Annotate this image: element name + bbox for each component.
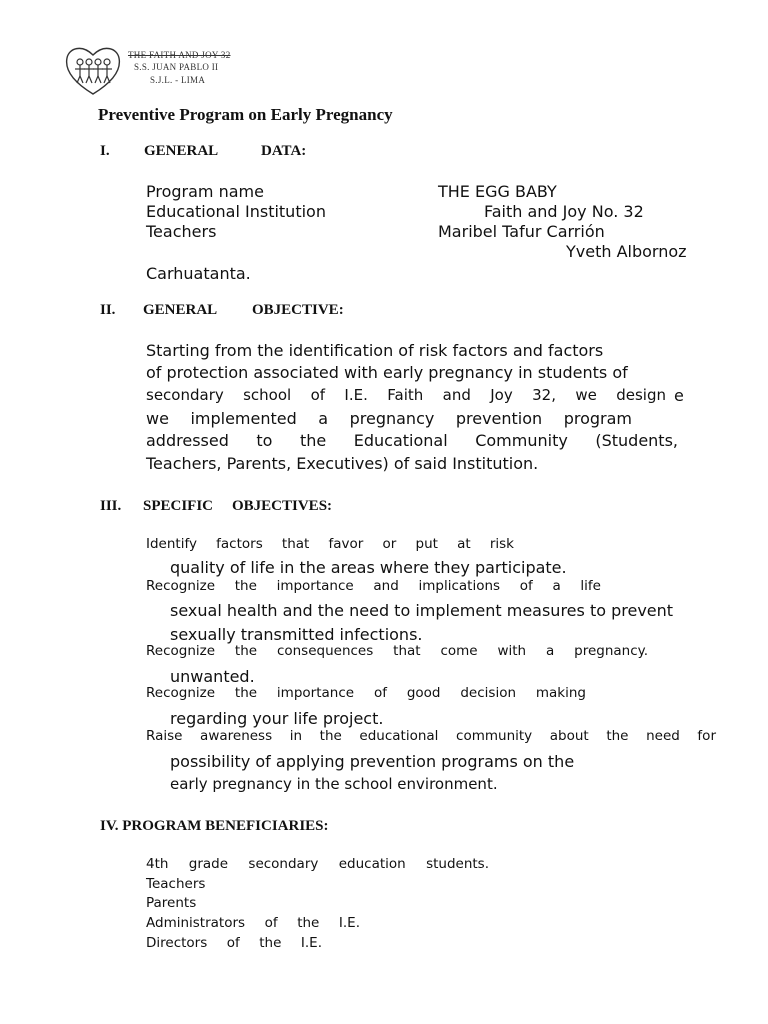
school-logo-icon [64,44,122,96]
beneficiary-item-1: 4th grade secondary education students. [146,856,489,872]
specific-line-5: sexually transmitted infections. [170,625,423,644]
section2-heading-word1: GENERAL [143,302,218,318]
beneficiary-item-3: Parents [146,895,197,911]
specific-line-2: quality of life in the areas where they participate. [170,558,567,577]
label-teachers: Teachers [146,222,217,241]
beneficiary-item-2: Teachers [146,876,206,892]
label-program-name: Program name [146,182,264,201]
school-line-3: S.J.L. - LIMA [150,75,206,85]
beneficiary-item-4: Administrators of the I.E. [146,915,360,931]
value-teacher-1: Maribel Tafur Carrión [438,222,605,241]
label-institution: Educational Institution [146,202,326,221]
section3-number: III. [100,498,122,514]
specific-line-7: unwanted. [170,667,255,686]
page-title: Preventive Program on Early Pregnancy [98,105,393,124]
specific-line-9: regarding your life project. [170,709,384,728]
objective-line-2: of protection associated with early pregnancy in students of [146,363,628,382]
specific-line-10: Raise awareness in the educational community about the need for [146,728,716,744]
objective-line-3: secondary school of I.E. Faith and Joy 32, we design [146,386,666,404]
value-institution: Faith and Joy No. 32 [484,202,644,221]
specific-line-11: possibility of applying prevention programs on the [170,752,575,771]
objective-line-6: Teachers, Parents, Executives) of said Institution. [146,454,539,473]
section4-heading: IV. PROGRAM BENEFICIARIES: [100,818,329,834]
value-teacher-2-cont: Carhuatanta. [146,264,251,283]
beneficiary-item-5: Directors of the I.E. [146,935,322,951]
school-line-2: S.S. JUAN PABLO II [134,62,219,72]
objective-line-3-tail: e [674,386,684,405]
objective-line-1: Starting from the identification of risk factors and factors [146,341,604,360]
specific-line-8: Recognize the importance of good decision making [146,685,586,701]
section1-heading-word1: GENERAL [144,143,219,159]
specific-line-1: Identify factors that favor or put at risk [146,536,514,552]
school-name: THE FAITH AND JOY 32 [128,50,231,60]
specific-line-3: Recognize the importance and implications of a life [146,578,601,594]
specific-line-12: early pregnancy in the school environment. [170,775,498,793]
section1-number: I. [100,143,110,159]
specific-line-6: Recognize the consequences that come with a pregnancy. [146,643,648,659]
section3-heading-word2: OBJECTIVES: [232,498,333,514]
section2-heading-word2: OBJECTIVE: [252,302,344,318]
section1-heading-word2: DATA: [261,143,307,159]
specific-line-4: sexual health and the need to implement measures to prevent [170,601,674,620]
objective-line-4: we implemented a pregnancy prevention program [146,409,632,428]
value-teacher-2: Yveth Albornoz [566,242,687,261]
section2-number: II. [100,302,116,318]
value-program-name: THE EGG BABY [438,182,557,201]
objective-line-5: addressed to the Educational Community (Students, [146,431,678,450]
section3-heading-word1: SPECIFIC [143,498,214,514]
